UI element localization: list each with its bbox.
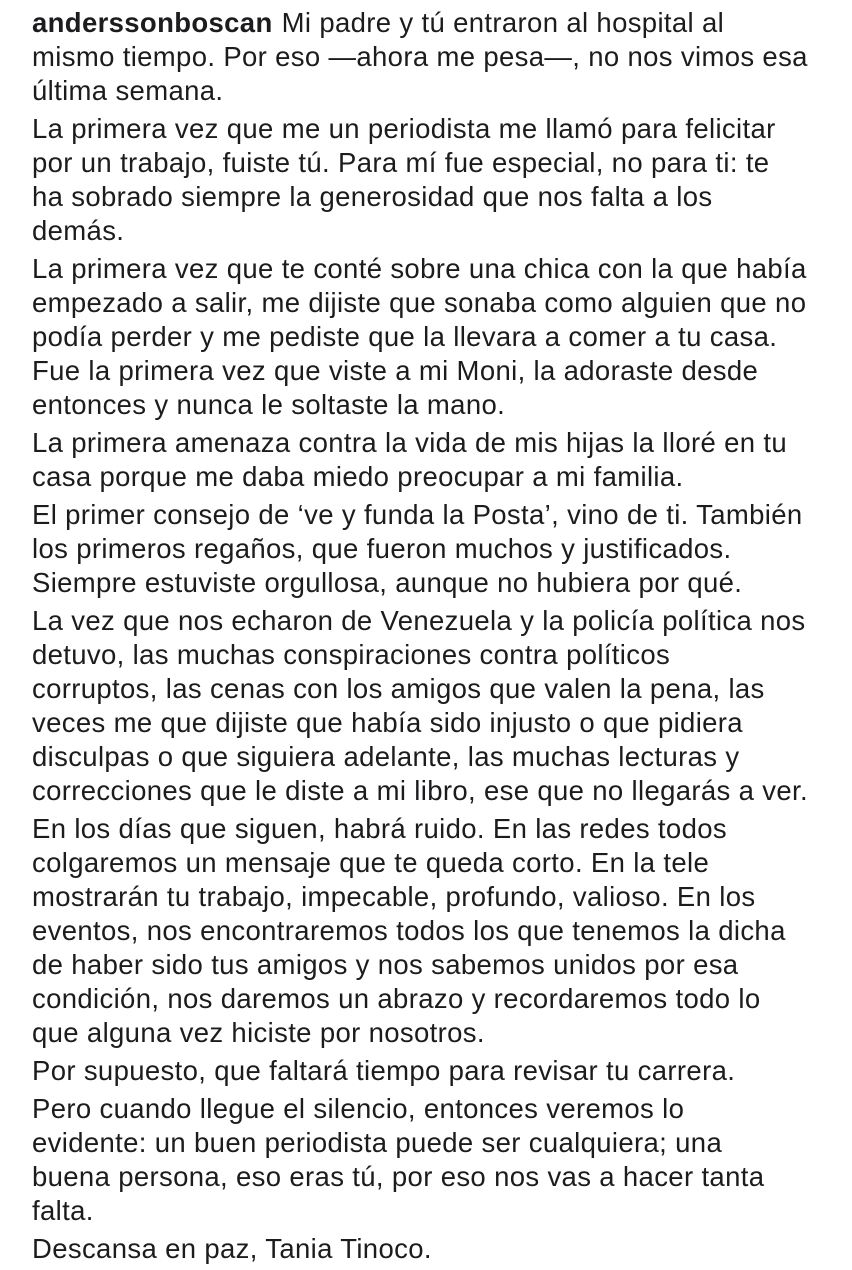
caption-paragraph-4: La primera amenaza contra la vida de mis hijas la lloré en tu casa porque me daba miedo preocupar a mi familia. <box>32 427 788 492</box>
post-caption <box>32 6 832 1270</box>
caption-paragraph-10: Descansa en paz, Tania Tinoco. <box>32 1233 432 1264</box>
caption-paragraph-6: La vez que nos echaron de Venezuela y la policía política nos detuvo, las muchas conspiraciones contra políticos corruptos, las cenas con los amigos que valen la pena, las veces me que dijiste que había sido injusto o que pidiera disculpas o que siguiera adelante, las muchas lecturas y correcciones que le diste a mi libro, ese que no llegarás a ver. <box>32 605 809 806</box>
username-link[interactable]: anderssonboscan <box>32 7 273 38</box>
caption-paragraph-1-text: Mi padre y tú entraron al hospital al mismo tiempo. Por eso —ahora me pesa—, no nos vimos esa última semana. <box>32 7 808 106</box>
caption-paragraph-7: En los días que siguen, habrá ruido. En las redes todos colgaremos un mensaje que te queda corto. En la tele mostrarán tu trabajo, impecable, profundo, valioso. En los eventos, nos encontraremos todos los que tenemos la dicha de haber sido tus amigos y nos sabemos unidos por esa condición, nos daremos un abrazo y recordaremos todo lo que alguna vez hiciste por nosotros. <box>32 813 786 1048</box>
caption-paragraph-3: La primera vez que te conté sobre una chica con la que había empezado a salir, me dijiste que sonaba como alguien que no podía perder y me pediste que la llevara a comer a tu casa. Fue la primera vez que viste a mi Moni, la adoraste desde entonces y nunca le soltaste la mano. <box>32 253 807 420</box>
caption-paragraph-1 <box>32 6 832 108</box>
caption-paragraph-8: Por supuesto, que faltará tiempo para revisar tu carrera. <box>32 1055 736 1086</box>
caption-paragraph-5: El primer consejo de ‘ve y funda la Posta’, vino de ti. También los primeros regaños, que fueron muchos y justificados. Siempre estuviste orgullosa, aunque no hubiera por qué. <box>32 499 803 598</box>
caption-paragraph-2: La primera vez que me un periodista me llamó para felicitar por un trabajo, fuiste tú. Para mí fue especial, no para ti: te ha sobrado siempre la generosidad que nos falta a los demás. <box>32 113 776 246</box>
caption-paragraph-9: Pero cuando llegue el silencio, entonces veremos lo evidente: un buen periodista puede ser cualquiera; una buena persona, eso eras tú, por eso nos vas a hacer tanta falta. <box>32 1093 765 1226</box>
